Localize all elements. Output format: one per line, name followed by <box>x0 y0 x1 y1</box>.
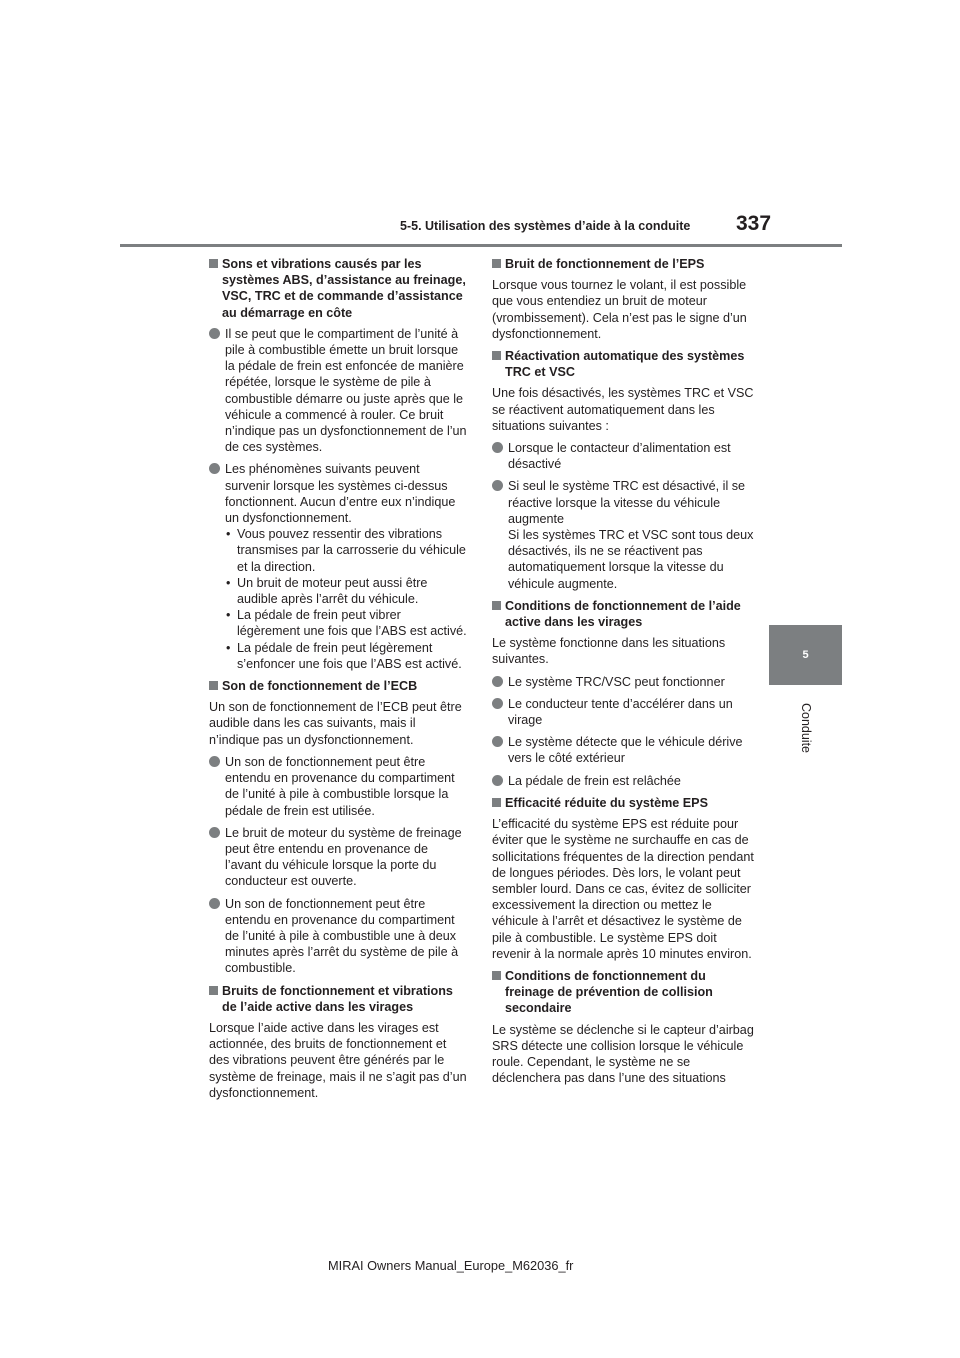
section-heading: Réactivation automatique des systèmes TRC et VSC <box>492 348 754 380</box>
right-column <box>492 256 754 1092</box>
section-cornering-assist-conditions <box>492 598 754 789</box>
list-item: Le bruit de moteur du système de freinage peut être entendu en provenance de l’avant du véhicule lorsque la porte du conducteur est ouverte. <box>209 825 467 890</box>
paragraph: Le système fonctionne dans les situations suivantes. <box>492 636 726 667</box>
circle-bullet-icon <box>209 827 220 838</box>
chapter-number: 5 <box>802 649 809 661</box>
list-item: Il se peut que le compartiment de l’unité à pile à combustible émette un bruit lorsque la pédale de frein est enfoncée de manière répétée, lorsque le système de pile à combustible démarre ou juste après que le véhicule a commencé à rouler. Ce bruit n’indique pas un dysfonctionnement de l’un de ces systèmes. <box>209 326 467 456</box>
square-bullet-icon <box>209 986 218 995</box>
list-item: Lorsque le contacteur d’alimentation est désactivé <box>492 440 754 472</box>
list-item: Les phénomènes suivants peuvent survenir lorsque les systèmes ci-dessus fonctionnent. Aucun d’entre eux n’indique un dysfonctionnement. • Vous pouvez ressentir des vibrations transmises par la carrosserie du véhicule et la direction. • Un bruit de moteur peut aussi être audible après l’arrêt du véhicule. • La pédale de frein peut vibrer légèrement une fois que l’ABS est activé. • La pédale de frein peut légèrement s’enfoncer une fois que l’ABS est activé. <box>209 461 467 672</box>
section-heading: Bruits de fonctionnement et vibrations de l’aide active dans les virages <box>209 983 467 1015</box>
paragraph: Une fois désactivés, les systèmes TRC et VSC se réactivent automatiquement dans les situations suivantes : <box>492 386 754 433</box>
circle-bullet-icon <box>492 676 503 687</box>
section-eps-reduced <box>492 795 754 962</box>
circle-bullet-icon <box>492 442 503 453</box>
square-bullet-icon <box>492 259 501 268</box>
chapter-tab <box>769 625 842 685</box>
section-abs-vsc-sounds <box>209 256 467 672</box>
circle-bullet-icon <box>492 736 503 747</box>
circle-bullet-icon <box>492 480 503 491</box>
square-bullet-icon <box>492 601 501 610</box>
list-item: Un son de fonctionnement peut être entendu en provenance du compartiment de l’unité à pile à combustible lorsque la pédale de frein est utilisée. <box>209 754 467 819</box>
sub-list-item: • La pédale de frein peut légèrement s’enfoncer une fois que l’ABS est activé. <box>226 640 462 671</box>
square-bullet-icon <box>209 681 218 690</box>
section-cornering-assist-noise <box>209 983 467 1101</box>
circle-bullet-icon <box>492 775 503 786</box>
paragraph: Lorsque vous tournez le volant, il est possible que vous entendiez un bruit de moteur (vrombissement). Cela n’est pas le signe d’un dysfonctionnement. <box>492 278 747 341</box>
paragraph: Un son de fonctionnement de l’ECB peut être audible dans les cas suivants, mais il n’indique pas un dysfonctionnement. <box>209 700 462 747</box>
circle-bullet-icon <box>209 756 220 767</box>
section-eps-noise <box>492 256 754 342</box>
section-ecb-sound <box>209 678 467 976</box>
section-heading: Sons et vibrations causés par les systèmes ABS, d’assistance au freinage, VSC, TRC et de commande d’assistance au démarrage en côte <box>209 256 467 321</box>
section-heading: Bruit de fonctionnement de l’EPS <box>492 256 754 272</box>
list-item: Le système TRC/VSC peut fonctionner <box>492 674 754 690</box>
paragraph: Le système se déclenche si le capteur d’airbag SRS détecte une collision lorsque le véhicule roule. Cependant, le système ne se déclenchera pas dans l’une des situations <box>492 1022 754 1086</box>
square-bullet-icon <box>492 971 501 980</box>
chapter-label: Conduite <box>799 702 813 754</box>
circle-bullet-icon <box>209 898 220 909</box>
square-bullet-icon <box>492 798 501 807</box>
list-item: Si seul le système TRC est désactivé, il se réactive lorsque la vitesse du véhicule augmente Si les systèmes TRC et VSC sont tous deux désactivés, ils ne se réactivent pas automatiquement lorsque la vitesse du véhicule augmente. <box>492 478 754 591</box>
list-item: Un son de fonctionnement peut être entendu en provenance du compartiment de l’unité à pile à combustible une à deux minutes après l’arrêt du système de pile à combustible. <box>209 896 467 977</box>
section-title: 5-5. Utilisation des systèmes d’aide à la conduite <box>400 219 691 233</box>
footer-manual-id: MIRAI Owners Manual_Europe_M62036_fr <box>328 1258 574 1273</box>
page-number: 337 <box>736 212 772 235</box>
section-trc-vsc-reactivation <box>492 348 754 592</box>
circle-bullet-icon <box>209 463 220 474</box>
paragraph: L’efficacité du système EPS est réduite pour éviter que le système ne surchauffe en cas de sollicitations fréquentes de la direction pendant de longues périodes. Dès lors, le volant peut sembler lourd. Dans ce cas, évitez de solliciter excessivement la direction ou mettez le véhicule à l’arrêt et désactivez le système de pile à combustible. Le système EPS doit revenir à la normale après 10 minutes environ. <box>492 817 754 961</box>
section-secondary-collision-brake <box>492 968 754 1086</box>
sub-list-item: • Vous pouvez ressentir des vibrations transmises par la carrosserie du véhicule et la direction. <box>226 527 466 574</box>
square-bullet-icon <box>209 259 218 268</box>
sub-list-item: • La pédale de frein peut vibrer légèrement une fois que l’ABS est activé. <box>226 608 467 639</box>
section-heading: Conditions de fonctionnement de l’aide active dans les virages <box>492 598 754 630</box>
sub-list-item: • Un bruit de moteur peut aussi être audible après l’arrêt du véhicule. <box>226 575 428 607</box>
circle-bullet-icon <box>209 328 220 339</box>
section-heading: Son de fonctionnement de l’ECB <box>209 678 467 694</box>
section-heading: Efficacité réduite du système EPS <box>492 795 754 811</box>
list-item: Le conducteur tente d’accélérer dans un virage <box>492 696 754 728</box>
header-divider <box>120 244 842 247</box>
left-column <box>209 256 467 1107</box>
paragraph: Lorsque l’aide active dans les virages est actionnée, des bruits de fonctionnement et des vibrations peuvent être générés par le système de freinage, mais il ne s’agit pas d’un dysfonctionnement. <box>209 1020 467 1100</box>
list-item: Le système détecte que le véhicule dérive vers le côté extérieur <box>492 734 754 766</box>
square-bullet-icon <box>492 351 501 360</box>
section-heading: Conditions de fonctionnement du freinage de prévention de collision secondaire <box>492 968 754 1017</box>
list-item: La pédale de frein est relâchée <box>492 773 754 789</box>
circle-bullet-icon <box>492 698 503 709</box>
